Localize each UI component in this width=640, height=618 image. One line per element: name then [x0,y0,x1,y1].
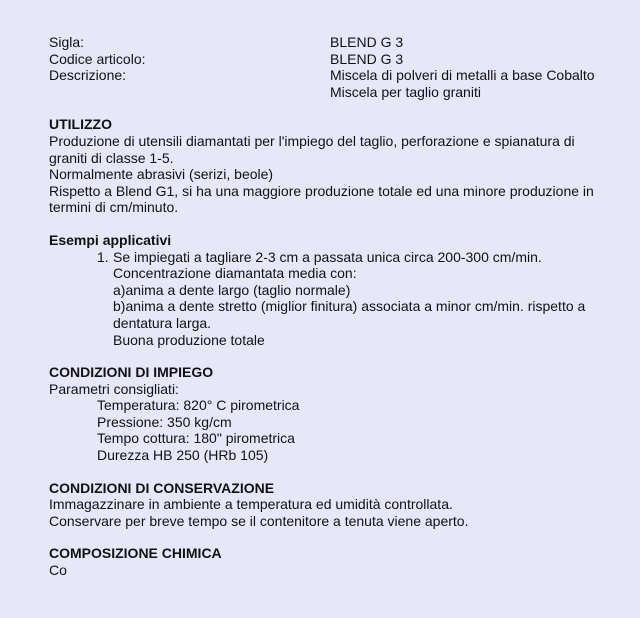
header-label [49,84,330,101]
parameter-line: Temperatura: 820° C pirometrica [97,397,300,414]
list-number: 1. [97,248,109,265]
header-row-descrizione [49,67,640,84]
parameter-line: Durezza HB 250 (HRb 105) [97,447,269,464]
header-label: Sigla: [49,34,85,50]
section-conservazione [49,480,640,530]
paragraph: Conservare per breve tempo se il contenitore a tenuta viene aperto. [49,512,469,529]
section-title: COMPOSIZIONE CHIMICA [49,545,222,562]
list-item-text: Se impiegati a tagliare 2-3 cm a passata unica circa 200-300 cm/min. [113,248,542,265]
header-value: Miscela di polveri di metalli a base Cobalto [330,67,595,84]
header-block [49,34,640,100]
list-subitem: a)anima a dente largo (taglio normale) [113,281,351,298]
list-subitem: Concentrazione diamantata media con: [113,265,357,282]
section-utilizzo [49,116,640,216]
section-title: Esempi applicativi [49,231,172,248]
parameter-line: Tempo cottura: 180" pirometrica [97,430,295,447]
paragraph: Parametri consigliati: [49,380,179,397]
list-subitem: b)anima a dente stretto (miglior finitura) associata a minor cm/min. rispetto a dentatura larga. [113,298,586,331]
section-title: CONDIZIONI DI CONSERVAZIONE [49,479,275,496]
list-subitem: Buona produzione totale [113,331,265,348]
header-label: Descrizione: [49,67,127,84]
header-value: BLEND G 3 [330,34,404,50]
header-row-sigla [49,34,640,51]
paragraph: Rispetto a Blend G1, si ha una maggiore produzione totale ed una minore produzione in termini di cm/minuto. [49,182,594,216]
paragraph: Immagazzinare in ambiente a temperatura ed umidità controllata. [49,496,453,513]
list-item [49,249,640,266]
paragraph: Produzione di utensili diamantati per l'impiego del taglio, perforazione e spianatura di graniti di classe 1-5. [49,132,575,166]
header-label: Codice articolo: [49,50,146,67]
section-impiego [49,364,640,464]
paragraph: Co [49,562,67,579]
section-composizione [49,545,640,578]
section-esempi [49,232,640,348]
section-title: CONDIZIONI DI IMPIEGO [49,364,214,381]
header-value: Miscela per taglio graniti [330,83,481,100]
header-row-descrizione-2 [49,84,640,101]
header-row-codice [49,51,640,68]
paragraph: Normalmente abrasivi (serizi, beole) [49,166,274,183]
parameter-line: Pressione: 350 kg/cm [97,413,232,430]
section-title: UTILIZZO [49,116,112,133]
header-value: BLEND G 3 [330,50,404,67]
